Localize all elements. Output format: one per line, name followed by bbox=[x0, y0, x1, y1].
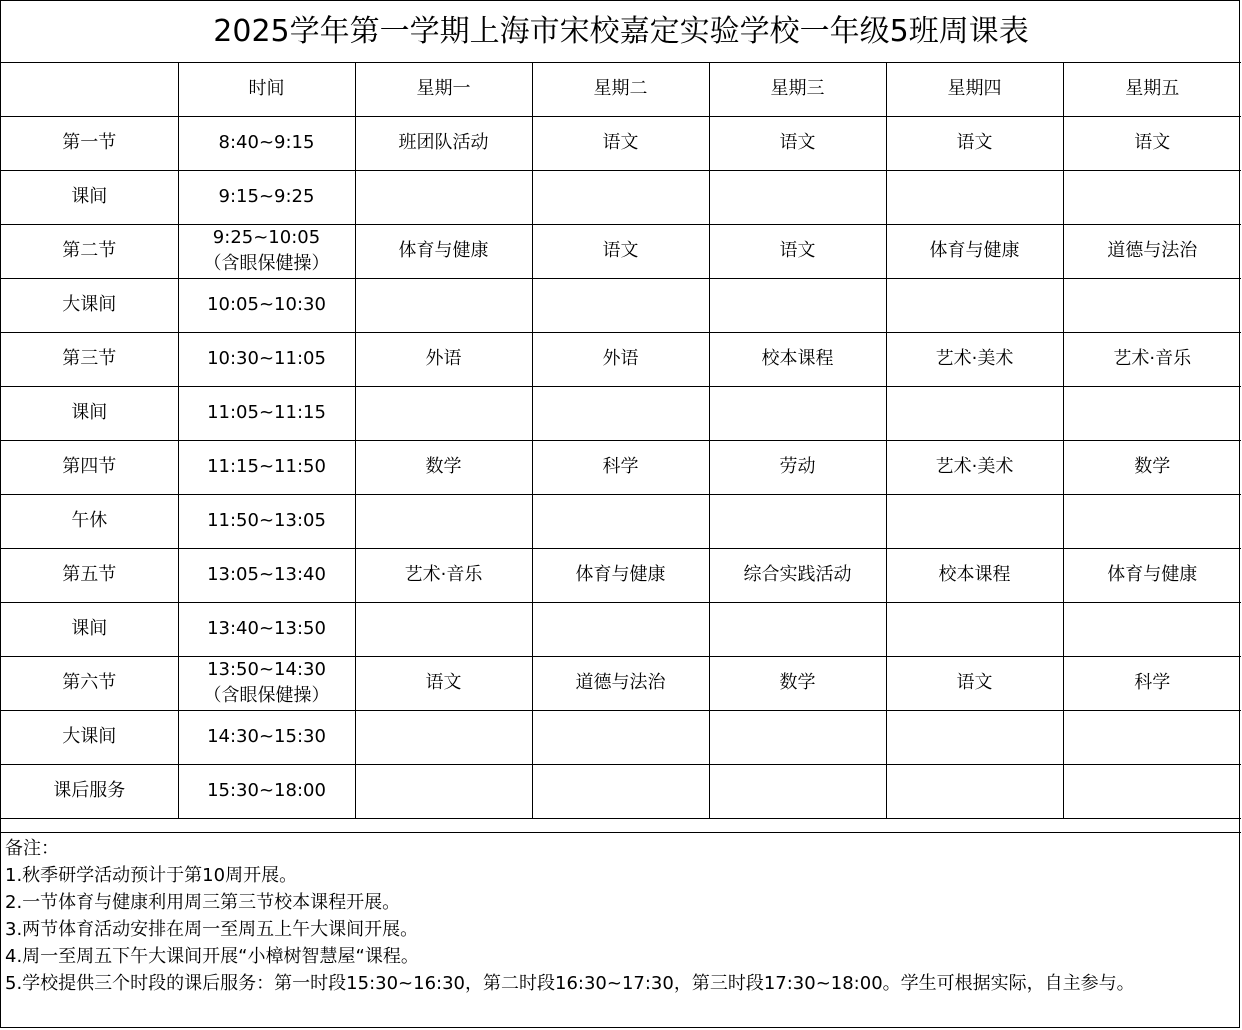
time-cell bbox=[178, 224, 355, 278]
class-cell bbox=[1063, 710, 1241, 764]
class-cell: 语文 bbox=[886, 116, 1063, 170]
class-cell bbox=[709, 386, 886, 440]
class-cell: 数学 bbox=[355, 440, 532, 494]
class-cell bbox=[532, 386, 709, 440]
class-cell bbox=[1063, 386, 1241, 440]
class-cell: 外语 bbox=[355, 332, 532, 386]
time-range: 13:40~13:50 bbox=[207, 618, 326, 639]
note-item: 1.秋季研学活动预计于第10周开展。 bbox=[5, 865, 298, 886]
schedule-row bbox=[1, 440, 1241, 494]
time-range: 11:15~11:50 bbox=[207, 456, 326, 477]
class-cell bbox=[532, 494, 709, 548]
class-cell: 语文 bbox=[1063, 116, 1241, 170]
class-cell: 艺术·音乐 bbox=[355, 548, 532, 602]
class-cell: 校本课程 bbox=[886, 548, 1063, 602]
time-range: 14:30~15:30 bbox=[207, 726, 326, 747]
time-cell bbox=[178, 116, 355, 170]
schedule-row bbox=[1, 116, 1241, 170]
class-cell bbox=[1063, 602, 1241, 656]
period-cell: 课间 bbox=[1, 170, 178, 224]
class-cell bbox=[355, 764, 532, 818]
class-cell: 语文 bbox=[886, 656, 1063, 710]
class-cell bbox=[709, 494, 886, 548]
class-cell bbox=[355, 602, 532, 656]
schedule-row bbox=[1, 710, 1241, 764]
header-day-cell: 星期五 bbox=[1063, 62, 1241, 116]
time-range: 9:15~9:25 bbox=[218, 186, 315, 207]
class-cell: 体育与健康 bbox=[1063, 548, 1241, 602]
header-day-cell: 星期一 bbox=[355, 62, 532, 116]
class-cell: 道德与法治 bbox=[1063, 224, 1241, 278]
class-cell bbox=[1063, 278, 1241, 332]
class-cell: 综合实践活动 bbox=[709, 548, 886, 602]
class-cell: 班团队活动 bbox=[355, 116, 532, 170]
time-range: 9:25~10:05 bbox=[212, 227, 321, 248]
time-cell bbox=[178, 548, 355, 602]
class-cell bbox=[886, 278, 1063, 332]
note-item: 4.周一至周五下午大课间开展“小樟树智慧屋“课程。 bbox=[5, 946, 419, 967]
note-item: 5.学校提供三个时段的课后服务：第一时段15:30~16:30，第二时段16:30~17:30，第三时段17:30~18:00。学生可根据实际，自主参与。 bbox=[5, 973, 1135, 994]
class-cell bbox=[709, 278, 886, 332]
schedule-row bbox=[1, 224, 1241, 278]
time-cell bbox=[178, 494, 355, 548]
time-cell bbox=[178, 656, 355, 710]
schedule-row bbox=[1, 602, 1241, 656]
class-cell: 体育与健康 bbox=[355, 224, 532, 278]
time-range: 11:50~13:05 bbox=[207, 510, 326, 531]
period-cell: 课间 bbox=[1, 602, 178, 656]
notes-heading: 备注： bbox=[5, 838, 59, 859]
header-day-cell: 星期四 bbox=[886, 62, 1063, 116]
class-cell bbox=[886, 386, 1063, 440]
class-cell: 体育与健康 bbox=[886, 224, 1063, 278]
time-range: 8:40~9:15 bbox=[218, 132, 315, 153]
header-time-cell: 时间 bbox=[178, 62, 355, 116]
period-cell: 第二节 bbox=[1, 224, 178, 278]
period-cell: 第一节 bbox=[1, 116, 178, 170]
time-cell bbox=[178, 710, 355, 764]
time-range: 13:50~14:30 bbox=[207, 659, 326, 680]
schedule-row bbox=[1, 332, 1241, 386]
time-cell bbox=[178, 278, 355, 332]
class-cell: 外语 bbox=[532, 332, 709, 386]
schedule-row bbox=[1, 386, 1241, 440]
notes-section bbox=[1, 832, 1241, 1028]
class-cell bbox=[532, 602, 709, 656]
schedule-row bbox=[1, 278, 1241, 332]
header-blank-cell bbox=[1, 62, 178, 116]
class-cell bbox=[709, 764, 886, 818]
time-range: 10:05~10:30 bbox=[207, 294, 326, 315]
class-cell: 数学 bbox=[709, 656, 886, 710]
header-row bbox=[1, 62, 1241, 116]
time-note: （含眼保健操） bbox=[203, 685, 330, 706]
class-cell: 语文 bbox=[532, 116, 709, 170]
time-cell bbox=[178, 440, 355, 494]
header-day-cell: 星期二 bbox=[532, 62, 709, 116]
schedule-row bbox=[1, 764, 1241, 818]
period-cell: 课后服务 bbox=[1, 764, 178, 818]
class-cell bbox=[355, 386, 532, 440]
class-cell: 语文 bbox=[532, 224, 709, 278]
class-cell bbox=[1063, 764, 1241, 818]
class-cell: 体育与健康 bbox=[532, 548, 709, 602]
class-cell: 语文 bbox=[709, 224, 886, 278]
class-cell: 数学 bbox=[1063, 440, 1241, 494]
class-cell bbox=[886, 170, 1063, 224]
class-cell bbox=[886, 710, 1063, 764]
class-cell: 道德与法治 bbox=[532, 656, 709, 710]
note-item: 2.一节体育与健康利用周三第三节校本课程开展。 bbox=[5, 892, 401, 913]
time-cell bbox=[178, 764, 355, 818]
schedule-body bbox=[1, 62, 1241, 818]
time-range: 11:05~11:15 bbox=[207, 402, 326, 423]
time-cell bbox=[178, 332, 355, 386]
time-range: 10:30~11:05 bbox=[207, 348, 326, 369]
class-cell bbox=[532, 764, 709, 818]
note-item: 3.两节体育活动安排在周一至周五上午大课间开展。 bbox=[5, 919, 419, 940]
class-cell: 科学 bbox=[532, 440, 709, 494]
period-cell: 大课间 bbox=[1, 710, 178, 764]
class-cell bbox=[886, 602, 1063, 656]
class-cell: 语文 bbox=[355, 656, 532, 710]
class-cell bbox=[886, 764, 1063, 818]
class-cell: 劳动 bbox=[709, 440, 886, 494]
class-cell bbox=[709, 602, 886, 656]
period-cell: 午休 bbox=[1, 494, 178, 548]
period-cell: 大课间 bbox=[1, 278, 178, 332]
class-cell bbox=[709, 170, 886, 224]
time-cell bbox=[178, 170, 355, 224]
period-cell: 第五节 bbox=[1, 548, 178, 602]
time-cell bbox=[178, 602, 355, 656]
class-cell: 艺术·美术 bbox=[886, 332, 1063, 386]
class-cell: 校本课程 bbox=[709, 332, 886, 386]
class-cell bbox=[355, 170, 532, 224]
class-cell bbox=[886, 494, 1063, 548]
class-cell: 艺术·美术 bbox=[886, 440, 1063, 494]
period-cell: 课间 bbox=[1, 386, 178, 440]
time-cell bbox=[178, 386, 355, 440]
class-cell: 语文 bbox=[709, 116, 886, 170]
schedule-row bbox=[1, 548, 1241, 602]
time-range: 15:30~18:00 bbox=[207, 780, 326, 801]
header-day-cell: 星期三 bbox=[709, 62, 886, 116]
period-cell: 第四节 bbox=[1, 440, 178, 494]
schedule-row bbox=[1, 656, 1241, 710]
page-title: 2025学年第一学期上海市宋校嘉定实验学校一年级5班周课表 bbox=[1, 1, 1241, 63]
period-cell: 第六节 bbox=[1, 656, 178, 710]
class-cell: 科学 bbox=[1063, 656, 1241, 710]
class-cell bbox=[532, 710, 709, 764]
class-cell bbox=[1063, 170, 1241, 224]
schedule-row bbox=[1, 494, 1241, 548]
class-cell bbox=[532, 170, 709, 224]
class-cell bbox=[1063, 494, 1241, 548]
period-cell: 第三节 bbox=[1, 332, 178, 386]
class-cell bbox=[355, 494, 532, 548]
schedule-row bbox=[1, 170, 1241, 224]
time-note: （含眼保健操） bbox=[203, 253, 330, 274]
class-cell bbox=[355, 278, 532, 332]
class-cell: 艺术·音乐 bbox=[1063, 332, 1241, 386]
schedule-table bbox=[1, 62, 1241, 819]
time-range: 13:05~13:40 bbox=[207, 564, 326, 585]
class-cell bbox=[532, 278, 709, 332]
class-cell bbox=[355, 710, 532, 764]
class-cell bbox=[709, 710, 886, 764]
